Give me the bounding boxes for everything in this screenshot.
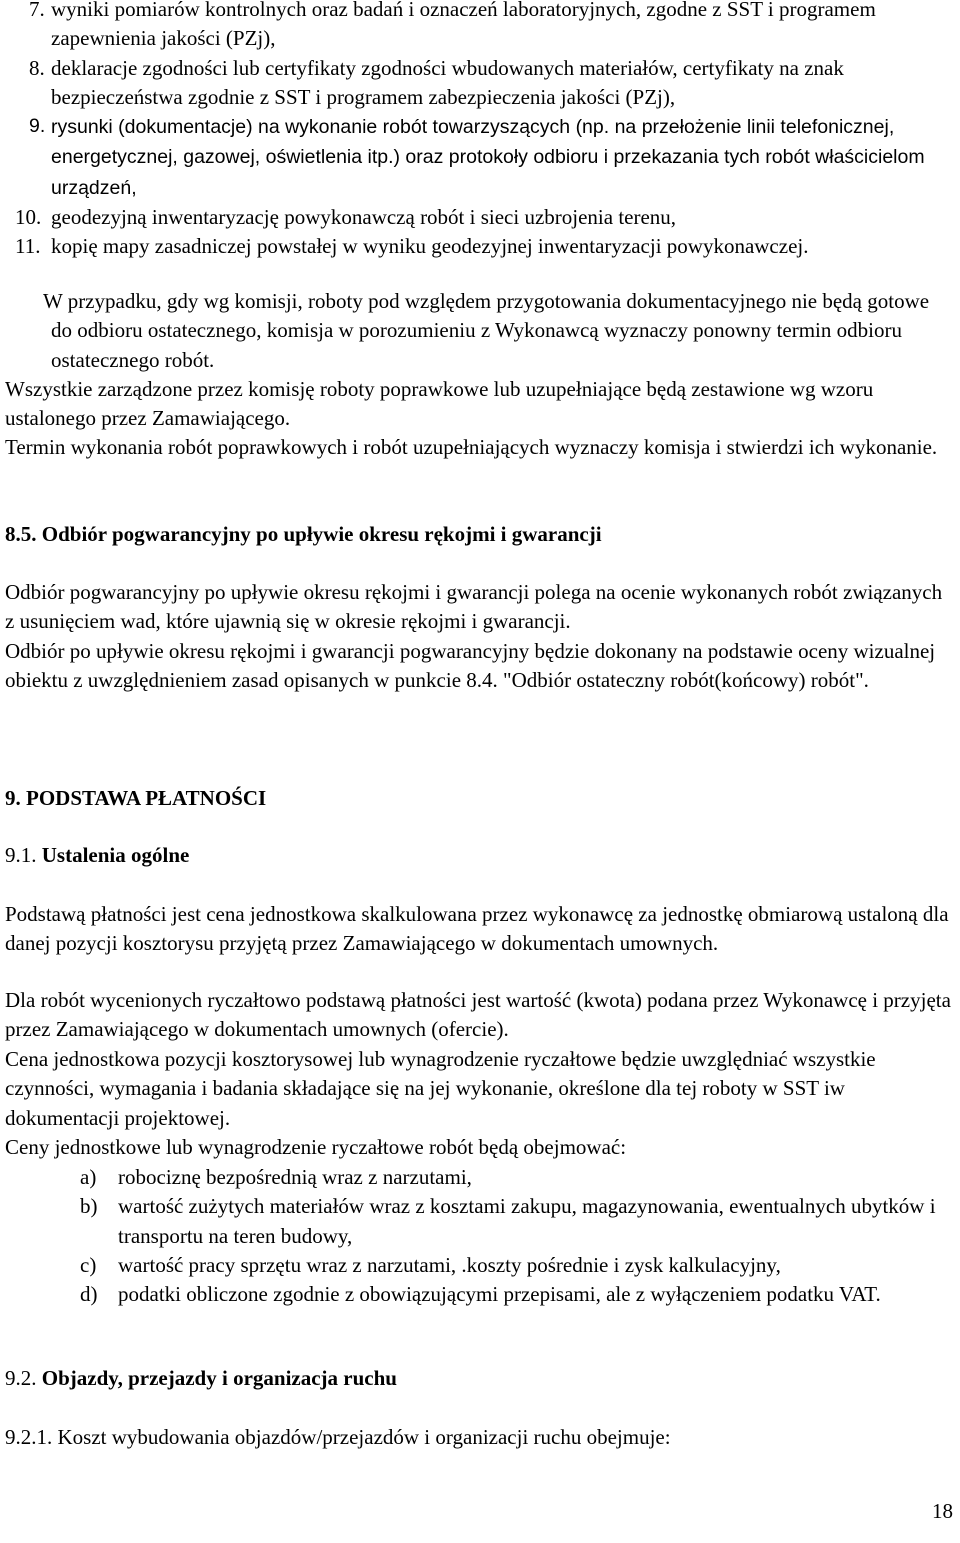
list-item-number: 8. (29, 55, 45, 80)
payment-paragraph-1: Podstawą płatności jest cena jednostkowa skalkulowana przez wykonawcę za jednostkę obmiarową ustaloną dla danej pozycji kosztorysu przyjętą przez Zamawiającego w dokumentach umownych. (5, 902, 949, 956)
section-9-heading (5, 784, 953, 813)
list-item-text: deklaracje zgodności lub certyfikaty zgodności wbudowanych materiałów, certyfikaty na znak bezpieczeństwa zgodnie z SST i programem zabezpieczenia jakości (PZj), (51, 55, 844, 109)
list-item-label: d) (80, 1282, 98, 1307)
list-item-text: wartość zużytych materiałów wraz z kosztami zakupu, magazynowania, ewentualnych ubytków i transportu na teren budowy, (118, 1194, 936, 1248)
list-item-number: 9. (29, 115, 46, 138)
payment-paragraph-3: Cena jednostkowa pozycji kosztorysowej lub wynagrodzenie ryczałtowe będzie uwzględniać wszystkie czynności, wymagania i badania składające się na jej wykonanie, określone dla tej roboty w SST iw dokumentacji projektowej. (5, 1047, 876, 1130)
lettered-list (5, 1163, 953, 1309)
section-9-1-heading (5, 841, 953, 870)
list-item-text: wartość pracy sprzętu wraz z narzutami, .koszty pośrednie i zysk kalkulacyjny, (118, 1252, 781, 1277)
section-number: 8.5. (5, 522, 37, 546)
list-item (5, 0, 953, 54)
list-item-text: kopię mapy zasadniczej powstałej w wyniku geodezyjnej inwentaryzacji powykonawczej. (51, 234, 809, 259)
list-item (5, 1251, 953, 1280)
list-item (5, 1192, 953, 1251)
section-title: Odbiór pogwarancyjny po upływie okresu rękojmi i gwarancji (41, 522, 602, 546)
list-item-number: 10. (15, 205, 42, 230)
list-item (5, 1280, 953, 1309)
list-item-text: robociznę bezpośrednią wraz z narzutami, (118, 1165, 472, 1189)
payment-paragraph-4: Ceny jednostkowe lub wynagrodzenie ryczałtowe robót będą obejmować: (5, 1135, 627, 1159)
section-title: Objazdy, przejazdy i organizacja ruchu (41, 1366, 397, 1390)
list-item-text: wyniki pomiarów kontrolnych oraz badań i oznaczeń laboratoryjnych, zgodne z SST i programem zapewnienia jakości (PZj), (51, 0, 876, 51)
section-9-2-1-paragraph: 9.2.1. Koszt wybudowania objazdów/przejazdów i organizacji ruchu obejmuje: (5, 1425, 671, 1449)
list-item-text: podatki obliczone zgodnie z obowiązującymi przepisami, ale z wyłączeniem podatku VAT. (118, 1282, 881, 1307)
section-title: Ustalenia ogólne (41, 843, 190, 867)
corrections-paragraph-2: Termin wykonania robót poprawkowych i robót uzupełniających wyznaczy komisja i stwierdzi ich wykonanie. (5, 435, 938, 459)
list-item-text: geodezyjną inwentaryzację powykonawczą robót i sieci uzbrojenia terenu, (51, 205, 677, 230)
list-item (5, 54, 953, 113)
section-9-2-heading (5, 1364, 953, 1393)
section-number: 9.1. (5, 843, 37, 867)
list-item-number: 7. (29, 0, 45, 21)
list-item-label: a) (80, 1165, 97, 1189)
section-8-5-heading (5, 520, 953, 549)
post-warranty-paragraph-2: Odbiór po upływie okresu rękojmi i gwarancji pogwarancyjny będzie dokonany na podstawie oceny wizualnej obiektu z uwzględnieniem zasad opisanych w punkcie 8.4. "Odbiór ostateczny robót(końcowy) robót". (5, 639, 936, 693)
payment-paragraph-2: Dla robót wycenionych ryczałtowo podstawą płatności jest wartość (kwota) podana przez Wykonawcę i przyjęta przez Zamawiającego w dokumentach umownych (ofercie). (5, 988, 951, 1042)
section-number: 9.2. (5, 1366, 37, 1390)
commission-note-paragraph: W przypadku, gdy wg komisji, roboty pod względem przygotowania dokumentacyjnego nie będą gotowe do odbioru ostatecznego, komisja w porozumieniu z Wykonawcą wyznaczy ponowny termin odbioru ostatecznego robót. (43, 289, 930, 372)
list-item (5, 112, 953, 203)
list-item (5, 203, 953, 232)
list-item (5, 1163, 953, 1192)
list-item-number: 11. (15, 234, 41, 259)
section-title: 9. PODSTAWA PŁATNOŚCI (5, 786, 267, 810)
corrections-paragraph-1: Wszystkie zarządzone przez komisję roboty poprawkowe lub uzupełniające będą zestawione wg wzoru ustalonego przez Zamawiającego. (5, 377, 874, 431)
numbered-list (5, 0, 953, 262)
list-item-label: b) (80, 1194, 98, 1219)
list-item (5, 232, 953, 261)
list-item-label: c) (80, 1252, 97, 1277)
list-item-text: rysunki (dokumentacje) na wykonanie robót towarzyszących (np. na przełożenie linii telefonicznej, energetycznej, gazowej, oświetlenia itp.) oraz protokoły odbioru i przekazania tych robót właścicielom urządzeń, (51, 116, 925, 199)
post-warranty-paragraph-1: Odbiór pogwarancyjny po upływie okresu rękojmi i gwarancji polega na ocenie wykonanych robót związanych z usunięciem wad, które ujawnią się w okresie rękojmi i gwarancji. (5, 580, 943, 634)
page-number: 18 (932, 1499, 953, 1523)
